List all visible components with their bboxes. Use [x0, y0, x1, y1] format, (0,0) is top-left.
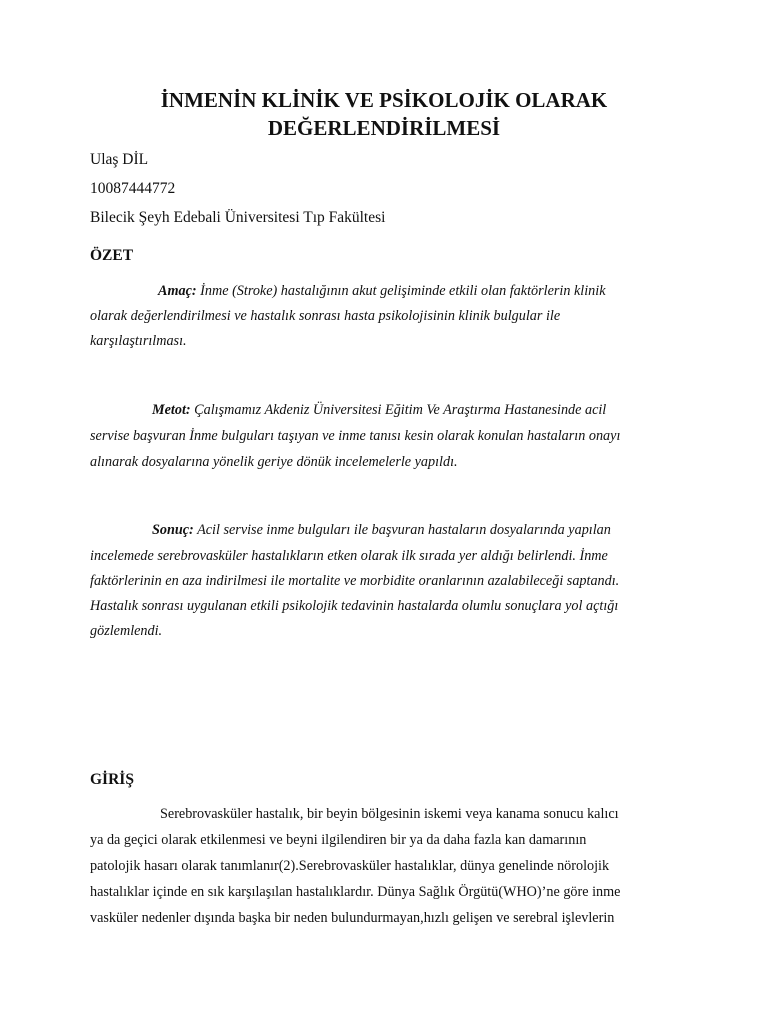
abstract-amac-text: İnme (Stroke) hastalığının akut gelişiminde etkili olan faktörlerin klinik [196, 283, 606, 299]
abstract-heading: ÖZET [90, 247, 134, 264]
abstract-amac-line: olarak değerlendirilmesi ve hastalık sonrası hasta psikolojisinin klinik bulgular ile [90, 308, 561, 324]
abstract-sonuc-line: incelemede serebrovasküler hastalıkların etken olarak ilk sırada yer aldığı belirlendi. İnme [90, 548, 608, 564]
abstract-metot-line: servise başvuran İnme bulguları taşıyan ve inme tanısı kesin olarak konulan hastaların onayı [90, 428, 621, 444]
introduction-line: ya da geçici olarak etkilenmesi ve beyni ilgilendiren bir ya da daha fazla kan damarının [90, 832, 587, 848]
abstract-sonuc-label: Sonuç: [152, 522, 194, 538]
author-name: Ulaş DİL [90, 151, 149, 168]
abstract-sonuc-line: gözlemlendi. [90, 623, 163, 639]
author-affiliation: Bilecik Şeyh Edebali Üniversitesi Tıp Fakültesi [90, 209, 386, 226]
abstract-amac-line [158, 283, 606, 300]
abstract-amac-line: karşılaştırılması. [90, 333, 187, 349]
abstract-sonuc-line: Hastalık sonrası uygulanan etkili psikolojik tedavinin hastalarda olumlu sonuçlara yol açtığı [90, 598, 619, 614]
abstract-sonuc-line [152, 522, 611, 539]
author-id-number: 10087444772 [90, 180, 176, 197]
introduction-line: hastalıklar içinde en sık karşılaşılan hastalıklardır. Dünya Sağlık Örgütü(WHO)’ne göre inme [90, 884, 621, 900]
abstract-amac-label: Amaç: [158, 283, 197, 299]
paper-title-line-2: DEĞERLENDİRİLMESİ [267, 116, 501, 140]
introduction-heading: GİRİŞ [90, 771, 134, 788]
abstract-sonuc-text: Acil servise inme bulguları ile başvuran hastaların dosyalarında yapılan [193, 522, 611, 538]
introduction-line: Serebrovasküler hastalık, bir beyin bölgesinin iskemi veya kanama sonucu kalıcı [160, 806, 619, 822]
abstract-sonuc-line: faktörlerinin en aza indirilmesi ile mortalite ve morbidite oranlarının azalabileceği saptandı. [90, 573, 620, 589]
introduction-line: vasküler nedenler dışında başka bir neden bulundurmayan,hızlı gelişen ve serebral işlevlerin [90, 910, 615, 926]
abstract-metot-label: Metot: [152, 402, 191, 418]
abstract-metot-line: alınarak dosyalarına yönelik geriye dönük incelemelerle yapıldı. [90, 454, 458, 470]
abstract-metot-text: Çalışmamız Akdeniz Üniversitesi Eğitim Ve Araştırma Hastanesinde acil [190, 402, 607, 418]
paper-title-line-1: İNMENİN KLİNİK VE PSİKOLOJİK OLARAK [160, 88, 608, 112]
introduction-line: patolojik hasarı olarak tanımlanır(2).Serebrovasküler hastalıklar, dünya genelinde nörolojik [90, 858, 610, 874]
abstract-metot-line [152, 402, 606, 419]
